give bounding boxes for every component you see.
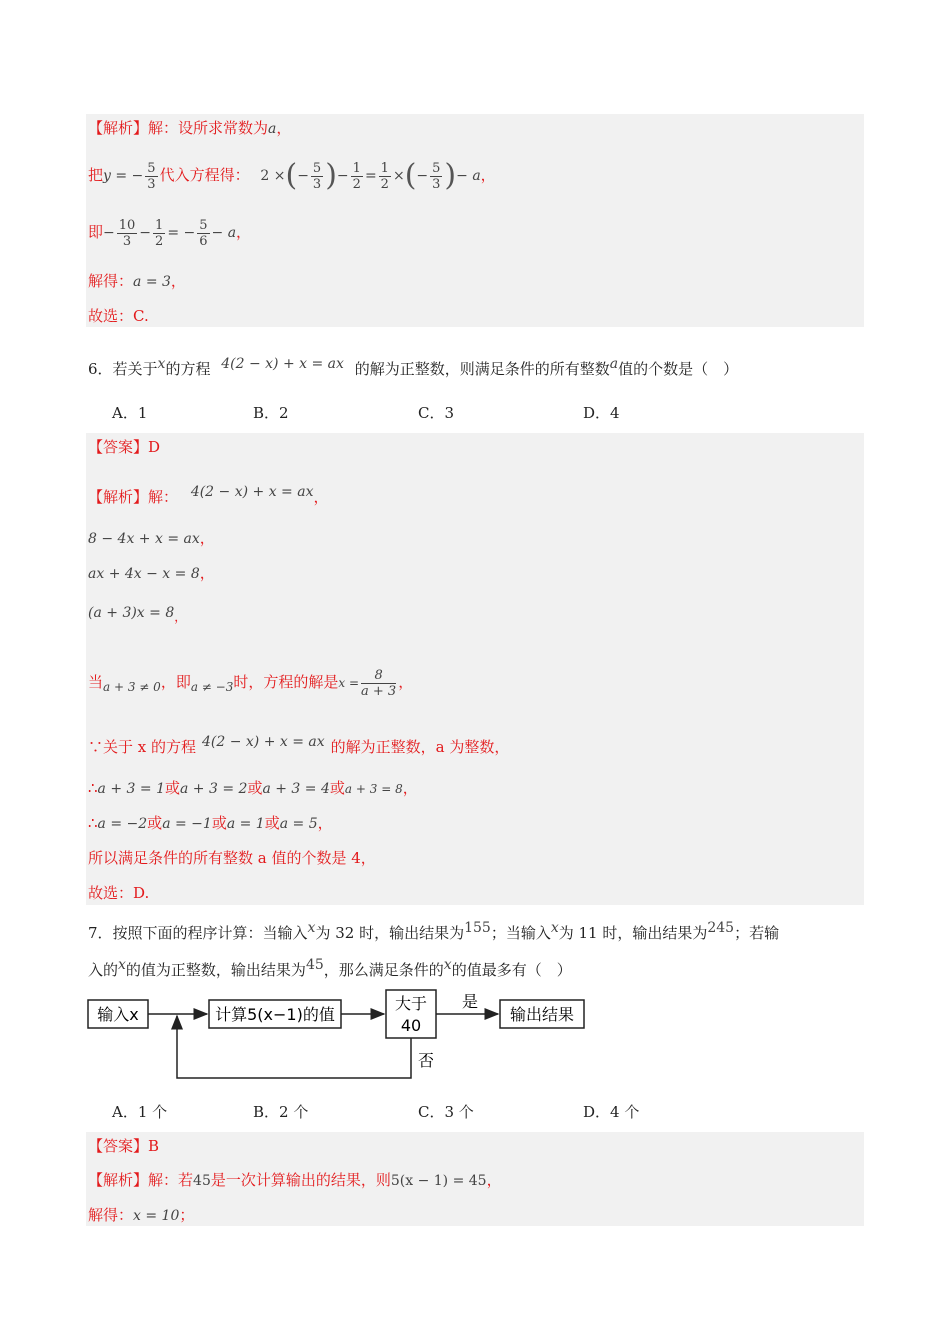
q6-option-a[interactable]: A．1	[112, 404, 148, 422]
math-expr: x =	[338, 676, 360, 690]
math-var: a	[268, 121, 277, 137]
text: 当	[88, 673, 104, 691]
math-expr: x = 10	[133, 1208, 180, 1224]
math-expr: − a	[211, 225, 237, 241]
q7-option-a[interactable]: A．1 个	[112, 1103, 168, 1121]
math-expr: a = 1	[226, 816, 265, 832]
q6-option-b[interactable]: B．2	[253, 404, 289, 422]
text: ∵关于 x 的方程	[88, 738, 196, 756]
flow-condition-label-b: 40	[400, 1016, 422, 1035]
q5-analysis-line5	[88, 306, 149, 326]
math-var: x	[157, 356, 166, 372]
q6-answer	[88, 437, 160, 457]
math-expr: −	[103, 225, 115, 241]
text: 解：	[148, 488, 179, 506]
flow-compute-label: 计算5(x−1)的值	[215, 1005, 335, 1024]
text: ∴	[88, 779, 98, 797]
q6-analysis-line6	[88, 722, 509, 767]
q6-analysis-line10	[88, 883, 149, 903]
math-var: a	[609, 356, 619, 372]
math-expr: 4(2 − x) + x = ax	[190, 484, 314, 500]
q6-analysis-line7: ∴a + 3 = 1或a + 3 = 2或a + 3 = 4或a + 3 = 8，	[88, 779, 418, 797]
text: 解得：	[88, 272, 134, 290]
answer-tag: 【答案】	[88, 1137, 149, 1155]
math-expr: =	[364, 168, 377, 184]
q6-stem	[88, 344, 738, 389]
analysis-tag: 【解析】	[88, 1171, 149, 1189]
math-expr: a + 3 = 8	[344, 782, 403, 796]
flow-output-label: 输出结果	[509, 1005, 575, 1024]
program-flowchart	[86, 988, 596, 1083]
math-expr: ×	[392, 168, 405, 184]
math-expr: a = 5	[279, 816, 318, 832]
math-expr: = −	[167, 225, 196, 241]
q6-option-d[interactable]: D．4	[583, 404, 620, 422]
math-expr: 4(2 − x) + x = ax	[202, 734, 325, 750]
q5-analysis-line1	[88, 118, 291, 139]
punct: ，	[276, 119, 292, 137]
math-number: 45	[193, 1173, 211, 1189]
q6-analysis-line9	[88, 848, 376, 868]
fraction: $\frac{1}{2}$	[352, 160, 361, 192]
math-expr: y = −	[103, 168, 144, 184]
fraction: $\frac{5}{6}$	[199, 217, 208, 249]
text: 故选：C.	[88, 307, 149, 325]
text: 的解为正整数，a 为整数，	[330, 738, 510, 756]
q6-analysis-line1: 【解析】解： $^{4(2 - x) + x = ax}$，	[88, 484, 329, 506]
q7-analysis-line1: 【解析】解：若45是一次计算输出的结果，则5(x − 1) = 45，	[88, 1171, 502, 1189]
fraction: $\frac{1}{2}$	[155, 217, 164, 249]
q7-option-d[interactable]: D．4 个	[583, 1103, 640, 1121]
q7-stem-line2: 入的$^x$的值为正整数，输出结果为$^{45}$，那么满足条件的$^x$的值最多有（ ）	[88, 957, 572, 979]
fraction: $\frac{5}{3}$	[147, 160, 156, 192]
flow-no-label: 否	[417, 1051, 435, 1070]
q5-analysis-line2: 把y = − $\frac{5}{3}$ 代入方程得： 2 ×(− $\frac{5}{3}$ )− $\frac{1}{2}$ = $\frac{1}{2}$ ×(− $\frac{5}{3}$ )− a，	[88, 158, 496, 193]
text: 6．若关于	[88, 360, 158, 378]
analysis-tag: 【解析】	[88, 488, 149, 506]
analysis-tag: 【解析】	[88, 119, 149, 137]
text: 值的个数是（ ）	[618, 360, 739, 378]
q6-analysis-line8: ∴a = −2或a = −1或a = 1或a = 5，	[88, 814, 333, 832]
math-expr: (a + 3)x = 8	[88, 605, 175, 621]
q6-analysis-line3: ax + 4x − x = 8，	[88, 564, 215, 582]
answer-tag: 【答案】	[88, 438, 149, 456]
text: ，即	[160, 673, 191, 691]
math-expr: a + 3 = 1	[97, 781, 165, 797]
math-expr: 2 ×	[260, 168, 286, 184]
text: 代入方程得：	[159, 166, 250, 184]
fraction: $\frac{8}{a + 3}$	[361, 667, 397, 699]
math-expr: a = −2	[97, 816, 148, 832]
q6-analysis-line4: $(a + 3)x = 8_,$	[88, 605, 187, 624]
math-number: 245	[707, 920, 735, 936]
q7-stem-line1: 7．按照下面的程序计算：当输入$^x$为 32 时，输出结果为$^{155}$；当输入$^x$为 11 时，输出结果为$^{245}$；若输	[88, 920, 780, 942]
flow-condition-label-a: 大于	[394, 994, 428, 1013]
math-expr: a + 3 = 4	[262, 781, 330, 797]
answer-value: D	[148, 438, 161, 456]
math-expr: −	[336, 168, 349, 184]
text: 故选：D.	[88, 884, 150, 902]
math-expr: − a	[456, 168, 481, 184]
math-number: 45	[305, 957, 324, 973]
flow-input-label: 输入x	[97, 1005, 139, 1024]
text: 时，方程的解是	[233, 673, 339, 691]
q7-option-b[interactable]: B．2 个	[253, 1103, 309, 1121]
math-expr: 4(2 − x) + x = ax	[221, 356, 344, 372]
math-expr: 8 − 4x + x = ax	[88, 531, 200, 547]
text: 即	[88, 223, 104, 241]
math-expr: a + 3 = 2	[180, 781, 248, 797]
math-expr: a ≠ −3	[190, 680, 234, 694]
math-expr: a = 3	[133, 274, 171, 290]
q7-analysis-line2: 解得：x = 10；	[88, 1206, 195, 1224]
q6-option-c[interactable]: C．3	[418, 404, 455, 422]
fraction: $\frac{5}{3}$	[432, 160, 441, 192]
math-expr: a = −1	[162, 816, 212, 832]
text: 把	[88, 166, 104, 184]
text: 的方程	[165, 360, 211, 378]
q5-analysis-line3: 即− $\frac{10}{3}$ − $\frac{1}{2}$ = − $\frac{5}{6}$ − a，	[88, 217, 252, 249]
q7-option-c[interactable]: C．3 个	[418, 1103, 474, 1121]
q7-answer	[88, 1136, 159, 1156]
flow-yes-label: 是	[461, 992, 479, 1011]
analysis-text: 解：设所求常数为	[148, 119, 269, 137]
math-number: 155	[464, 920, 491, 936]
text: 的解为正整数，则满足条件的所有整数	[354, 360, 610, 378]
q5-analysis-line4: 解得：a = 3，	[88, 272, 186, 290]
fraction: $\frac{10}{3}$	[118, 217, 136, 249]
q6-analysis-line5: 当$_{a + 3 \ne 0}$，即$_{a \ne -3}$时，方程的解是x = $\frac{8}{a + 3}$ ，	[88, 667, 414, 699]
math-expr: 5(x − 1) = 45	[390, 1173, 487, 1189]
fraction: $\frac{5}{3}$	[312, 160, 322, 192]
math-var: x	[307, 920, 316, 936]
answer-value: B	[148, 1137, 160, 1155]
math-expr: ax + 4x − x = 8	[88, 566, 200, 582]
q6-analysis-line2: 8 − 4x + x = ax，	[88, 529, 215, 547]
fraction: $\frac{1}{2}$	[380, 160, 389, 192]
math-expr: a + 3 ≠ 0	[103, 680, 161, 694]
text: 所以满足条件的所有整数 a 值的个数是 4，	[88, 849, 376, 867]
